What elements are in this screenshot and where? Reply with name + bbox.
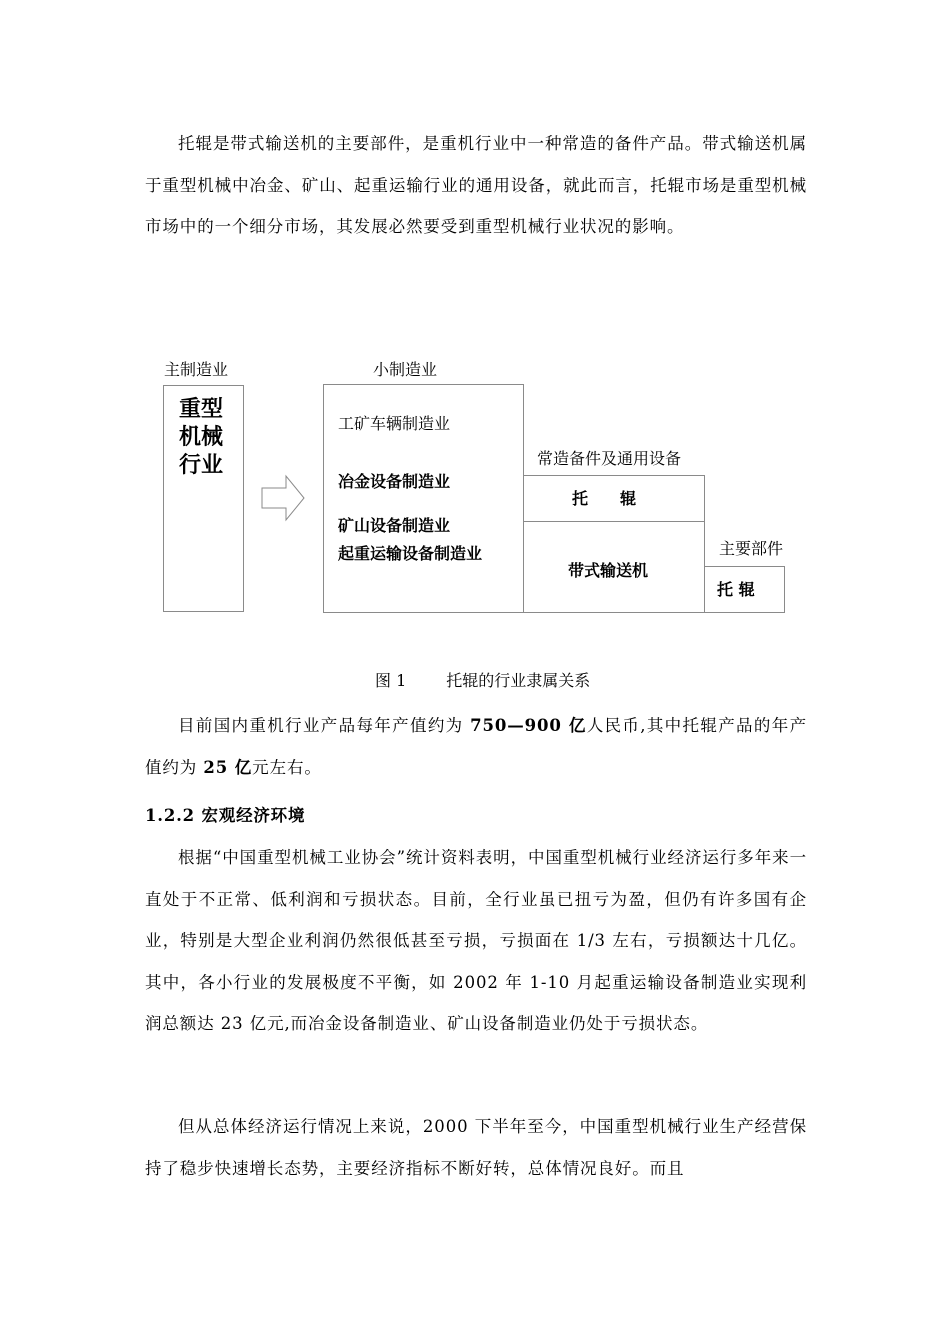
sub-industry-item: 冶金设备制造业 [338,472,451,491]
main-industry-label: 主制造业 [164,360,229,379]
spare-top-box [523,475,705,522]
main-industry-box [163,385,244,612]
right-arrow-icon [260,474,306,522]
main-part-text: 托 辊 [717,580,755,599]
figure-title: 托辊的行业隶属关系 [446,671,591,690]
spare-bottom-text: 带式输送机 [568,561,649,580]
intro-paragraph: 托辊是带式输送机的主要部件，是重机行业中一种常造的备件产品。带式输送机属于重型机械中冶金、矿山、起重运输行业的通用设备，就此而言，托辊市场是重型机械市场中的一个细分市场，其发展必然要受到重型机械行业状况的影响。 [145,134,807,236]
sub-industry-item: 工矿车辆制造业 [338,414,451,433]
main-industry-line-2: 机械 [179,425,224,450]
output-value: 25 亿 [203,757,253,777]
sub-industry-item: 矿山设备制造业 [338,516,451,535]
sub-industry-label: 小制造业 [373,360,438,379]
output-text: 目前国内重机行业产品每年产值约为 [178,716,471,735]
sub-industry-item: 起重运输设备制造业 [338,544,483,563]
output-text: 元左右。 [252,757,322,777]
main-industry-line-1: 重型 [179,397,224,422]
main-part-label: 主要部件 [719,539,784,558]
section-heading: 1.2.2 宏观经济环境 [145,806,306,825]
output-text: 人民币,其中托辊产品的年产值约为 [145,716,807,777]
output-paragraph [145,705,807,788]
spare-top-text: 托 辊 [572,489,637,508]
trend-paragraph: 但从总体经济运行情况上来说，2000 下半年至今，中国重型机械行业生产经营保持了稳步快速增长态势，主要经济指标不断好转，总体情况良好。而且 [145,1117,807,1178]
figure-number: 图 1 [375,671,407,690]
output-value: 750—900 亿 [470,716,587,735]
economy-paragraph: 根据“中国重型机械工业协会”统计资料表明，中国重型机械行业经济运行多年来一直处于不正常、低利润和亏损状态。目前，全行业虽已扭亏为盈，但仍有许多国有企业，特别是大型企业利润仍然很低甚至亏损，亏损面在 1/3 左右，亏损额达十几亿。其中，各小行业的发展极度不平衡，如 2002 年 1-10 月起重运输设备制造业实现利润总额达 23 亿元,而冶金设备制造业、矿山设备制造业仍处于亏损状态。 [145,848,807,1033]
main-part-box [704,566,785,613]
spare-parts-label: 常造备件及通用设备 [537,449,682,468]
figure-caption [375,668,590,691]
spare-bottom-box [523,521,705,613]
sub-industry-box [323,384,524,613]
main-industry-line-3: 行业 [179,453,224,478]
